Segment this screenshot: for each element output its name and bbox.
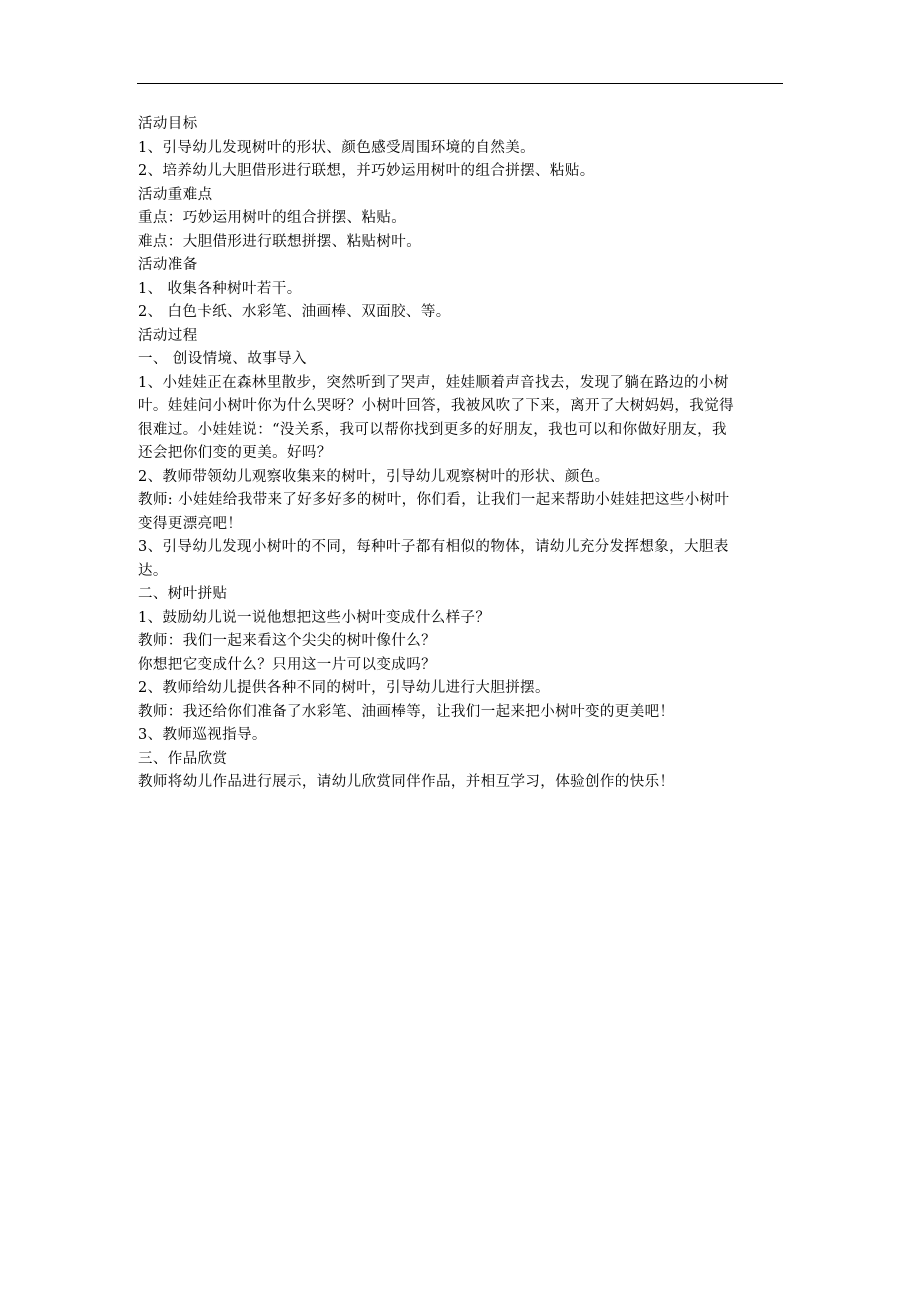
goal-item-2: 2、培养幼儿大胆借形进行联想，并巧妙运用树叶的组合拼摆、粘贴。 (138, 163, 595, 179)
guide-line-1: 3、引导幼儿发现小树叶的不同，每种叶子都有相似的物体，请幼儿充分发挥想象，大胆表 (138, 539, 729, 555)
heading-activity-goals: 活动目标 (138, 116, 198, 132)
header-rule (137, 83, 783, 84)
teacher-line-2: 变得更漂亮吧！ (138, 515, 243, 532)
observe-line: 2、教师带领幼儿观察收集来的树叶，引导幼儿观察树叶的形状、颜色。 (138, 468, 610, 485)
teacher-line-1: 教师: 小娃娃给我带来了好多好多的树叶，你们看，让我们一起来帮助小娃娃把这些小树叶 (138, 492, 730, 508)
teacher-question-1: 教师：我们一起来看这个尖尖的树叶像什么？ (138, 633, 436, 649)
process-step-1-heading: 一、 创设情境、故事导入 (138, 351, 307, 367)
heading-key-difficulties: 活动重难点 (138, 186, 213, 203)
story-line-2: 叶。娃娃问小树叶你为什么哭呀？小树叶回答，我被风吹了下来，离开了大树妈妈，我觉得 (138, 398, 734, 414)
guide-line-2: 达。 (138, 562, 168, 579)
teacher-question-2: 你想把它变成什么？只用这一片可以变成吗？ (138, 656, 436, 673)
appreciation-line: 教师将幼儿作品进行展示，请幼儿欣赏同伴作品，并相互学习，体验创作的快乐！ (138, 774, 675, 790)
story-line-1: 1、小娃娃正在森林里散步，突然听到了哭声，娃娃顺着声音找去，发现了躺在路边的小树 (138, 374, 729, 391)
tour-guide-line: 3、教师巡视指导。 (138, 727, 267, 743)
difficulty-point: 难点：大胆借形进行联想拼摆、粘贴树叶。 (138, 233, 422, 250)
goal-item-1: 1、引导幼儿发现树叶的形状、颜色感受周围环境的自然美。 (138, 139, 536, 156)
key-point: 重点：巧妙运用树叶的组合拼摆、粘贴。 (138, 210, 407, 226)
encourage-line: 1、鼓励幼儿说一说他想把这些小树叶变成什么样子？ (138, 609, 491, 626)
preparation-item-1: 1、 收集各种树叶若干。 (138, 280, 302, 297)
document-body (138, 113, 784, 795)
story-line-4: 还会把你们变的更美。好吗？ (138, 445, 332, 461)
preparation-item-2: 2、 白色卡纸、水彩笔、油画棒、双面胶、等。 (138, 304, 451, 320)
story-line-3: 很难过。小娃娃说：“没关系，我可以帮你找到更多的好朋友，我也可以和你做好朋友，我 (138, 421, 727, 438)
process-step-2-heading: 二、树叶拼贴 (138, 586, 228, 602)
provide-line: 2、教师给幼儿提供各种不同的树叶，引导幼儿进行大胆拼摆。 (138, 680, 550, 696)
heading-process: 活动过程 (138, 327, 198, 344)
heading-preparation: 活动准备 (138, 257, 198, 273)
teacher-materials-line: 教师：我还给你们准备了水彩笔、油画棒等，让我们一起来把小树叶变的更美吧！ (138, 703, 675, 720)
process-step-3-heading: 三、作品欣赏 (138, 750, 228, 767)
